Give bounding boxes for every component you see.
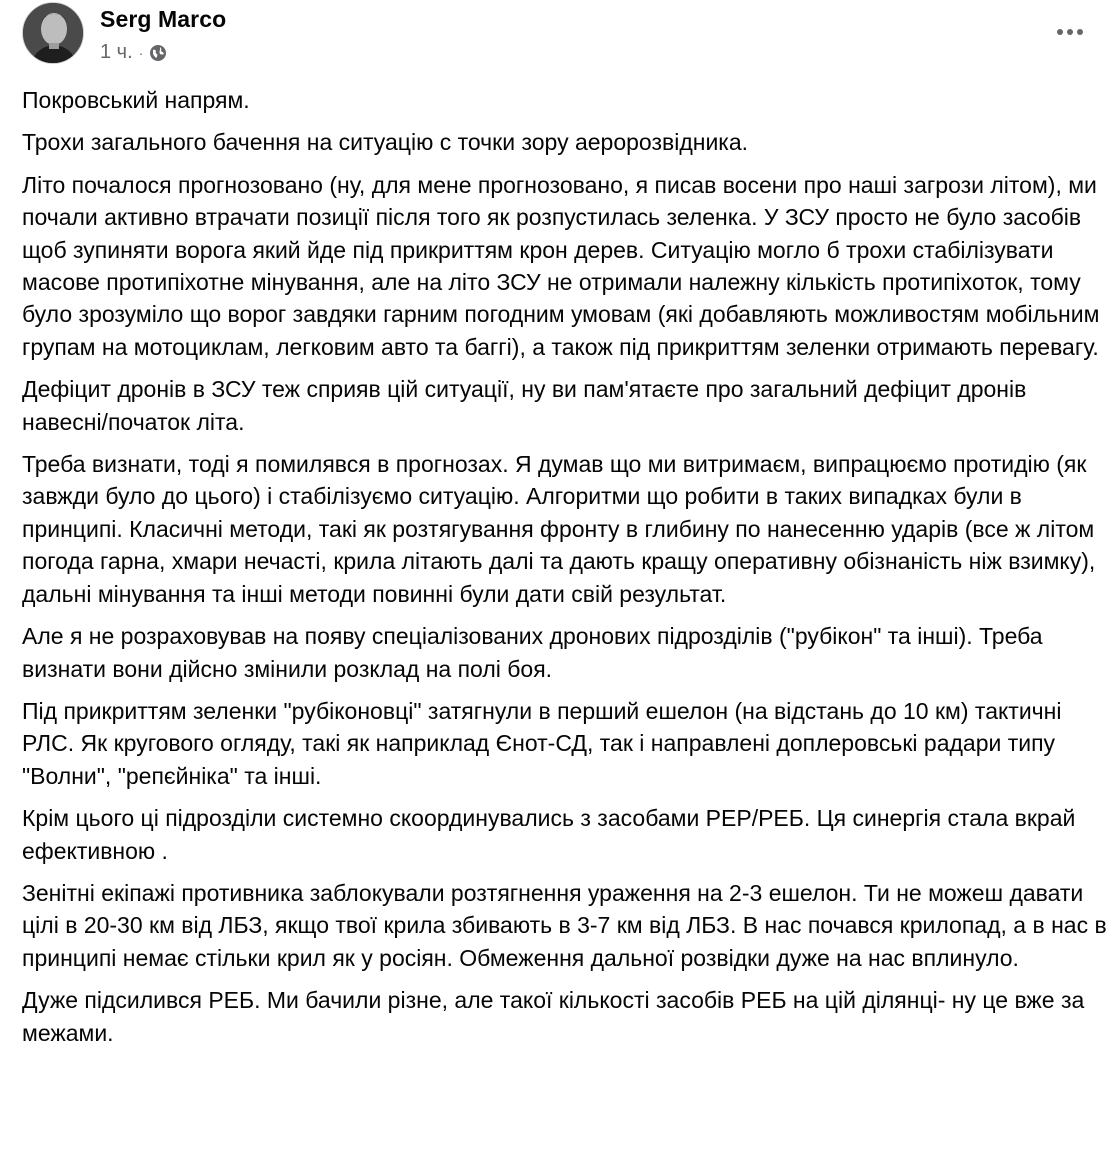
post-paragraph: Але я не розраховував на появу спеціалізованих дронових підрозділів ("рубікон" та інші). Треба визнати вони дійсно змінили розклад на полі боя. bbox=[22, 623, 1043, 682]
post-meta bbox=[100, 41, 167, 64]
post-paragraph: Трохи загального бачення на ситуацію с точки зору аеророзвідника. bbox=[22, 129, 749, 156]
more-horizontal-icon-dot bbox=[1057, 29, 1063, 35]
more-options-button[interactable] bbox=[1054, 20, 1086, 44]
more-horizontal-icon-dot bbox=[1067, 29, 1073, 35]
author-name[interactable]: Serg Marco bbox=[100, 6, 227, 32]
post-paragraph: Під прикриттям зеленки "рубіконовці" затягнули в перший ешелон (на відстань до 10 км) тактичні РЛС. Як кругового огляду, такі як наприклад Єнот-СД, так і направлені доплеровські радари типу "Волни", "репєйніка" та інші. bbox=[22, 697, 1062, 789]
post-paragraph: Крім цього ці підрозділи системно скоординувались з засобами РЕР/РЕБ. Ця синергія стала вкрай ефективною . bbox=[22, 805, 1076, 864]
post-paragraph: Зенітні екіпажі противника заблокували розтягнення ураження на 2-3 ешелон. Ти не можеш давати цілі в 20-30 км від ЛБЗ, якщо твої крила збивають в 3-7 км від ЛБЗ. В нас почався крилопад, а в нас в принципі немає стільки крил як у росіян. Обмеження дальної розвідки дуже на нас вплинуло. bbox=[22, 879, 1107, 971]
meta-separator: · bbox=[138, 44, 144, 61]
more-horizontal-icon-dot bbox=[1077, 29, 1083, 35]
avatar[interactable] bbox=[22, 2, 84, 64]
post-paragraph: Покровський напрям. bbox=[22, 87, 250, 113]
globe-icon[interactable] bbox=[149, 44, 167, 62]
post-paragraph: Літо почалося прогнозовано (ну, для мене прогнозовано, я писав восени про наші загрози літом), ми почали активно втрачати позиції після того як розпустилась зеленка. У ЗСУ просто не було засобів щоб зупиняти ворога який йде під прикриттям крон дерев. Ситуацію могло б трохи стабілізувати масове протипіхотне мінування, але на літо ЗСУ не отримали належну кількість протипіхоток, тому було зрозуміло що ворог завдяки гарним погодним умовам (які добавляють можливостям мобільним групам на мотоциклам, легковим авто та баггі), а також під прикриттям зеленки отримають перевагу. bbox=[22, 171, 1100, 360]
post-paragraph: Дуже підсилився РЕБ. Ми бачили різне, але такої кількості засобів РЕБ на цій ділянці- ну це вже за межами. bbox=[22, 987, 1085, 1046]
post-paragraph: Дефіцит дронів в ЗСУ теж сприяв цій ситуації, ну ви пам'ятаєте про загальний дефіцит дронів навесні/початок літа. bbox=[22, 376, 1027, 435]
post-header bbox=[0, 0, 1120, 80]
post-time[interactable]: 1 ч. bbox=[100, 41, 133, 63]
avatar-image bbox=[23, 3, 84, 64]
post-body bbox=[22, 84, 1107, 1059]
post-paragraph: Треба визнати, тоді я помилявся в прогнозах. Я думав що ми витримаєм, випрацюємо протидію (як завжди було до цього) і стабілізуємо ситуацію. Алгоритми що робити в таких випадках були в принципі. Класичні методи, такі як розтягування фронту в глибину по нанесенню ударів (все ж літом погода гарна, хмари нечасті, крила літають далі та дають кращу оперативну обізнаність ніж взимку), дальні мінування та інші методи повинні були дати свій результат. bbox=[22, 451, 1096, 607]
